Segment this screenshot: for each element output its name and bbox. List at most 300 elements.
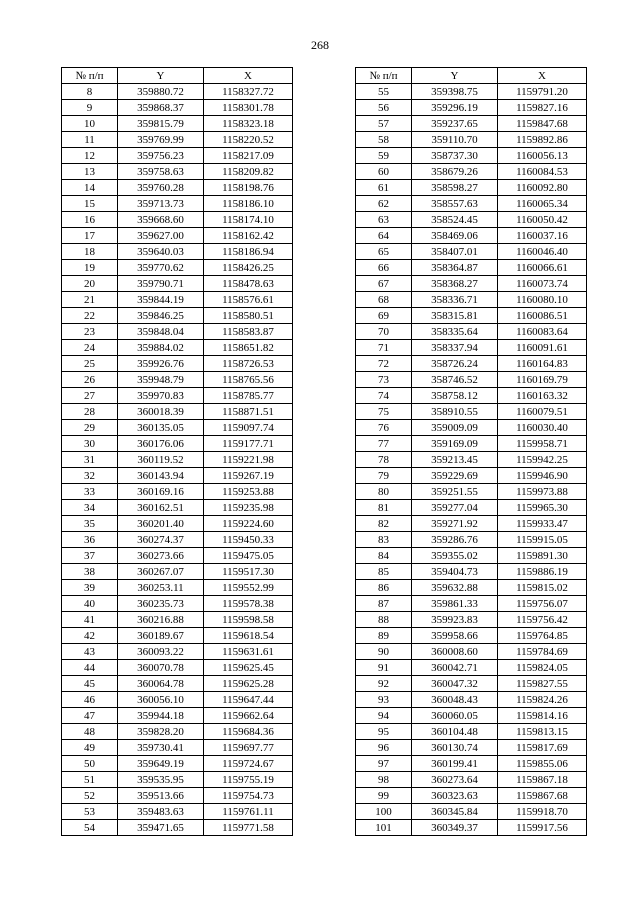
table-row — [356, 756, 587, 772]
cell-number: 93 — [356, 692, 412, 708]
cell-number: 82 — [356, 516, 412, 532]
cell-x: 1159917.56 — [498, 820, 587, 836]
cell-y: 360119.52 — [118, 452, 204, 468]
cell-number: 95 — [356, 724, 412, 740]
table-row — [356, 484, 587, 500]
cell-number: 97 — [356, 756, 412, 772]
cell-number: 96 — [356, 740, 412, 756]
cell-y: 358746.52 — [412, 372, 498, 388]
cell-number: 78 — [356, 452, 412, 468]
cell-number: 84 — [356, 548, 412, 564]
column-header-y: Y — [412, 68, 498, 84]
cell-x: 1160046.40 — [498, 244, 587, 260]
cell-x: 1160080.10 — [498, 292, 587, 308]
cell-number: 71 — [356, 340, 412, 356]
cell-number: 79 — [356, 468, 412, 484]
cell-y: 358557.63 — [412, 196, 498, 212]
cell-y: 360042.71 — [412, 660, 498, 676]
table-row — [62, 692, 293, 708]
table-row — [356, 692, 587, 708]
cell-y: 358368.27 — [412, 276, 498, 292]
cell-number: 23 — [62, 324, 118, 340]
table-body-right — [356, 84, 587, 836]
cell-number: 99 — [356, 788, 412, 804]
cell-x: 1159942.25 — [498, 452, 587, 468]
cell-y: 359713.73 — [118, 196, 204, 212]
table-row — [356, 660, 587, 676]
cell-y: 360008.60 — [412, 644, 498, 660]
cell-x: 1159867.68 — [498, 788, 587, 804]
table-row — [62, 756, 293, 772]
table-row — [356, 532, 587, 548]
cell-y: 359848.04 — [118, 324, 204, 340]
table-row — [356, 276, 587, 292]
cell-number: 11 — [62, 132, 118, 148]
cell-x: 1159915.05 — [498, 532, 587, 548]
table-row — [62, 644, 293, 660]
cell-y: 360273.64 — [412, 772, 498, 788]
cell-number: 14 — [62, 180, 118, 196]
cell-y: 359649.19 — [118, 756, 204, 772]
table-row — [62, 324, 293, 340]
cell-y: 359296.19 — [412, 100, 498, 116]
cell-x: 1159662.64 — [204, 708, 293, 724]
cell-number: 77 — [356, 436, 412, 452]
cell-y: 359926.76 — [118, 356, 204, 372]
table-row — [62, 596, 293, 612]
cell-x: 1159815.02 — [498, 580, 587, 596]
cell-x: 1159475.05 — [204, 548, 293, 564]
table-row — [356, 820, 587, 836]
cell-number: 67 — [356, 276, 412, 292]
table-row — [62, 564, 293, 580]
table-row — [356, 580, 587, 596]
cell-x: 1159918.70 — [498, 804, 587, 820]
cell-x: 1159824.05 — [498, 660, 587, 676]
cell-number: 10 — [62, 116, 118, 132]
cell-x: 1160084.53 — [498, 164, 587, 180]
column-header-x: X — [204, 68, 293, 84]
cell-x: 1160164.83 — [498, 356, 587, 372]
cell-y: 358315.81 — [412, 308, 498, 324]
cell-x: 1160030.40 — [498, 420, 587, 436]
cell-y: 360048.43 — [412, 692, 498, 708]
cell-y: 360169.16 — [118, 484, 204, 500]
cell-number: 12 — [62, 148, 118, 164]
cell-x: 1158765.56 — [204, 372, 293, 388]
table-row — [62, 788, 293, 804]
table-header-row — [62, 68, 293, 84]
table-row — [62, 292, 293, 308]
cell-y: 359229.69 — [412, 468, 498, 484]
cell-y: 360176.06 — [118, 436, 204, 452]
table-row — [356, 436, 587, 452]
cell-number: 86 — [356, 580, 412, 596]
cell-number: 52 — [62, 788, 118, 804]
cell-number: 80 — [356, 484, 412, 500]
cell-x: 1160086.51 — [498, 308, 587, 324]
cell-x: 1160073.74 — [498, 276, 587, 292]
cell-number: 94 — [356, 708, 412, 724]
cell-number: 40 — [62, 596, 118, 612]
cell-y: 360047.32 — [412, 676, 498, 692]
cell-x: 1158580.51 — [204, 308, 293, 324]
cell-number: 90 — [356, 644, 412, 660]
cell-y: 359790.71 — [118, 276, 204, 292]
cell-x: 1159647.44 — [204, 692, 293, 708]
cell-number: 63 — [356, 212, 412, 228]
cell-number: 69 — [356, 308, 412, 324]
cell-number: 18 — [62, 244, 118, 260]
cell-x: 1160065.34 — [498, 196, 587, 212]
table-row — [62, 660, 293, 676]
column-header-x: X — [498, 68, 587, 84]
cell-y: 360323.63 — [412, 788, 498, 804]
table-row — [62, 340, 293, 356]
cell-x: 1158785.77 — [204, 388, 293, 404]
cell-x: 1159817.69 — [498, 740, 587, 756]
table-row — [356, 148, 587, 164]
cell-y: 360162.51 — [118, 500, 204, 516]
cell-y: 358336.71 — [412, 292, 498, 308]
cell-y: 359251.55 — [412, 484, 498, 500]
cell-number: 16 — [62, 212, 118, 228]
cell-number: 25 — [62, 356, 118, 372]
table-row — [356, 788, 587, 804]
cell-number: 85 — [356, 564, 412, 580]
cell-number: 31 — [62, 452, 118, 468]
cell-y: 359884.02 — [118, 340, 204, 356]
cell-x: 1159973.88 — [498, 484, 587, 500]
cell-number: 35 — [62, 516, 118, 532]
table-row — [62, 612, 293, 628]
cell-number: 54 — [62, 820, 118, 836]
cell-number: 8 — [62, 84, 118, 100]
table-row — [62, 404, 293, 420]
cell-y: 358737.30 — [412, 148, 498, 164]
table-row — [62, 196, 293, 212]
table-row — [62, 708, 293, 724]
cell-y: 359944.18 — [118, 708, 204, 724]
cell-x: 1160092.80 — [498, 180, 587, 196]
cell-y: 358524.45 — [412, 212, 498, 228]
cell-y: 358469.06 — [412, 228, 498, 244]
cell-x: 1159684.36 — [204, 724, 293, 740]
cell-y: 359271.92 — [412, 516, 498, 532]
table-row — [356, 116, 587, 132]
table-header-row — [356, 68, 587, 84]
cell-y: 359756.23 — [118, 148, 204, 164]
table-row — [356, 244, 587, 260]
cell-x: 1158220.52 — [204, 132, 293, 148]
cell-x: 1159867.18 — [498, 772, 587, 788]
cell-x: 1159814.16 — [498, 708, 587, 724]
cell-y: 360070.78 — [118, 660, 204, 676]
cell-x: 1160037.16 — [498, 228, 587, 244]
cell-y: 360267.07 — [118, 564, 204, 580]
table-row — [62, 100, 293, 116]
cell-number: 61 — [356, 180, 412, 196]
cell-number: 68 — [356, 292, 412, 308]
cell-y: 358910.55 — [412, 404, 498, 420]
cell-y: 359471.65 — [118, 820, 204, 836]
cell-y: 358364.87 — [412, 260, 498, 276]
table-row — [356, 292, 587, 308]
cell-x: 1159827.16 — [498, 100, 587, 116]
cell-y: 359769.99 — [118, 132, 204, 148]
cell-x: 1159221.98 — [204, 452, 293, 468]
cell-x: 1159177.71 — [204, 436, 293, 452]
cell-y: 360060.05 — [412, 708, 498, 724]
cell-y: 360253.11 — [118, 580, 204, 596]
cell-y: 358598.27 — [412, 180, 498, 196]
cell-y: 359770.62 — [118, 260, 204, 276]
cell-x: 1159625.45 — [204, 660, 293, 676]
cell-number: 81 — [356, 500, 412, 516]
cell-y: 359923.83 — [412, 612, 498, 628]
cell-x: 1159847.68 — [498, 116, 587, 132]
cell-number: 56 — [356, 100, 412, 116]
table-row — [356, 676, 587, 692]
cell-y: 359815.79 — [118, 116, 204, 132]
table-row — [356, 132, 587, 148]
table-row — [62, 468, 293, 484]
cell-y: 359828.20 — [118, 724, 204, 740]
cell-x: 1159761.11 — [204, 804, 293, 820]
cell-y: 359110.70 — [412, 132, 498, 148]
cell-number: 30 — [62, 436, 118, 452]
cell-x: 1159855.06 — [498, 756, 587, 772]
cell-y: 359970.83 — [118, 388, 204, 404]
cell-number: 83 — [356, 532, 412, 548]
table-row — [62, 228, 293, 244]
cell-number: 76 — [356, 420, 412, 436]
table-row — [62, 500, 293, 516]
cell-y: 359009.09 — [412, 420, 498, 436]
cell-y: 359169.09 — [412, 436, 498, 452]
table-row — [62, 532, 293, 548]
cell-number: 20 — [62, 276, 118, 292]
cell-y: 358407.01 — [412, 244, 498, 260]
cell-x: 1158162.42 — [204, 228, 293, 244]
table-row — [356, 708, 587, 724]
column-header-number: № п/п — [62, 68, 118, 84]
cell-x: 1159097.74 — [204, 420, 293, 436]
cell-y: 360104.48 — [412, 724, 498, 740]
cell-y: 358337.94 — [412, 340, 498, 356]
cell-x: 1160091.61 — [498, 340, 587, 356]
cell-x: 1159235.98 — [204, 500, 293, 516]
cell-x: 1158186.10 — [204, 196, 293, 212]
cell-y: 360064.78 — [118, 676, 204, 692]
cell-y: 360349.37 — [412, 820, 498, 836]
cell-y: 360216.88 — [118, 612, 204, 628]
cell-x: 1159933.47 — [498, 516, 587, 532]
cell-y: 359880.72 — [118, 84, 204, 100]
cell-x: 1159965.30 — [498, 500, 587, 516]
cell-number: 46 — [62, 692, 118, 708]
cell-x: 1158327.72 — [204, 84, 293, 100]
cell-number: 60 — [356, 164, 412, 180]
cell-number: 70 — [356, 324, 412, 340]
cell-number: 15 — [62, 196, 118, 212]
cell-y: 358726.24 — [412, 356, 498, 372]
table-row — [356, 644, 587, 660]
cell-number: 73 — [356, 372, 412, 388]
cell-number: 57 — [356, 116, 412, 132]
table-row — [356, 196, 587, 212]
cell-number: 47 — [62, 708, 118, 724]
cell-x: 1159827.55 — [498, 676, 587, 692]
table-row — [62, 628, 293, 644]
table-row — [62, 164, 293, 180]
cell-x: 1158186.94 — [204, 244, 293, 260]
cell-y: 359760.28 — [118, 180, 204, 196]
table-row — [62, 212, 293, 228]
cell-number: 75 — [356, 404, 412, 420]
cell-y: 359483.63 — [118, 804, 204, 820]
cell-number: 64 — [356, 228, 412, 244]
table-row — [62, 516, 293, 532]
table-row — [62, 484, 293, 500]
cell-y: 359844.19 — [118, 292, 204, 308]
cell-x: 1160066.61 — [498, 260, 587, 276]
table-row — [356, 628, 587, 644]
cell-x: 1158217.09 — [204, 148, 293, 164]
cell-number: 88 — [356, 612, 412, 628]
coordinates-table-right — [355, 67, 587, 836]
cell-number: 87 — [356, 596, 412, 612]
cell-y: 360189.67 — [118, 628, 204, 644]
table-row — [356, 164, 587, 180]
cell-y: 359213.45 — [412, 452, 498, 468]
cell-y: 360274.37 — [118, 532, 204, 548]
cell-y: 359398.75 — [412, 84, 498, 100]
cell-x: 1159625.28 — [204, 676, 293, 692]
cell-x: 1159771.58 — [204, 820, 293, 836]
table-row — [356, 84, 587, 100]
cell-x: 1159578.38 — [204, 596, 293, 612]
cell-x: 1159224.60 — [204, 516, 293, 532]
cell-y: 360135.05 — [118, 420, 204, 436]
cell-number: 58 — [356, 132, 412, 148]
cell-x: 1160083.64 — [498, 324, 587, 340]
cell-x: 1159552.99 — [204, 580, 293, 596]
cell-x: 1159891.30 — [498, 548, 587, 564]
cell-y: 359861.33 — [412, 596, 498, 612]
table-row — [62, 436, 293, 452]
page-number: 268 — [311, 38, 329, 52]
cell-y: 359237.65 — [412, 116, 498, 132]
cell-x: 1159755.19 — [204, 772, 293, 788]
cell-number: 100 — [356, 804, 412, 820]
table-row — [356, 388, 587, 404]
cell-number: 13 — [62, 164, 118, 180]
table-row — [62, 548, 293, 564]
cell-x: 1158726.53 — [204, 356, 293, 372]
cell-y: 358758.12 — [412, 388, 498, 404]
cell-x: 1159724.67 — [204, 756, 293, 772]
cell-number: 26 — [62, 372, 118, 388]
cell-number: 51 — [62, 772, 118, 788]
cell-number: 37 — [62, 548, 118, 564]
cell-x: 1158583.87 — [204, 324, 293, 340]
cell-number: 39 — [62, 580, 118, 596]
table-row — [356, 308, 587, 324]
table-row — [356, 516, 587, 532]
table-row — [62, 260, 293, 276]
table-row — [62, 148, 293, 164]
cell-y: 360345.84 — [412, 804, 498, 820]
cell-y: 360018.39 — [118, 404, 204, 420]
table-row — [62, 820, 293, 836]
cell-y: 359668.60 — [118, 212, 204, 228]
cell-y: 360201.40 — [118, 516, 204, 532]
cell-number: 33 — [62, 484, 118, 500]
cell-y: 359632.88 — [412, 580, 498, 596]
cell-number: 34 — [62, 500, 118, 516]
cell-y: 359277.04 — [412, 500, 498, 516]
table-row — [62, 132, 293, 148]
table-row — [62, 772, 293, 788]
cell-x: 1160169.79 — [498, 372, 587, 388]
cell-x: 1158871.51 — [204, 404, 293, 420]
cell-number: 44 — [62, 660, 118, 676]
cell-y: 360130.74 — [412, 740, 498, 756]
cell-y: 359286.76 — [412, 532, 498, 548]
table-row — [356, 740, 587, 756]
table-row — [62, 276, 293, 292]
cell-number: 28 — [62, 404, 118, 420]
cell-number: 19 — [62, 260, 118, 276]
table-row — [356, 228, 587, 244]
cell-x: 1159450.33 — [204, 532, 293, 548]
table-row — [356, 468, 587, 484]
table-row — [356, 452, 587, 468]
table-row — [62, 116, 293, 132]
cell-number: 66 — [356, 260, 412, 276]
table-row — [62, 580, 293, 596]
cell-x: 1158478.63 — [204, 276, 293, 292]
cell-number: 32 — [62, 468, 118, 484]
cell-x: 1158301.78 — [204, 100, 293, 116]
cell-x: 1159886.19 — [498, 564, 587, 580]
cell-y: 359846.25 — [118, 308, 204, 324]
table-row — [356, 548, 587, 564]
cell-x: 1158426.25 — [204, 260, 293, 276]
cell-x: 1159631.61 — [204, 644, 293, 660]
cell-x: 1159253.88 — [204, 484, 293, 500]
table-row — [356, 100, 587, 116]
cell-number: 49 — [62, 740, 118, 756]
cell-number: 55 — [356, 84, 412, 100]
table-row — [356, 596, 587, 612]
table-row — [62, 244, 293, 260]
cell-number: 9 — [62, 100, 118, 116]
cell-y: 360056.10 — [118, 692, 204, 708]
cell-number: 89 — [356, 628, 412, 644]
cell-x: 1158198.76 — [204, 180, 293, 196]
table-row — [62, 308, 293, 324]
cell-x: 1159813.15 — [498, 724, 587, 740]
cell-x: 1159958.71 — [498, 436, 587, 452]
cell-number: 45 — [62, 676, 118, 692]
cell-number: 24 — [62, 340, 118, 356]
cell-number: 36 — [62, 532, 118, 548]
cell-x: 1158323.18 — [204, 116, 293, 132]
table-row — [62, 388, 293, 404]
cell-x: 1158209.82 — [204, 164, 293, 180]
